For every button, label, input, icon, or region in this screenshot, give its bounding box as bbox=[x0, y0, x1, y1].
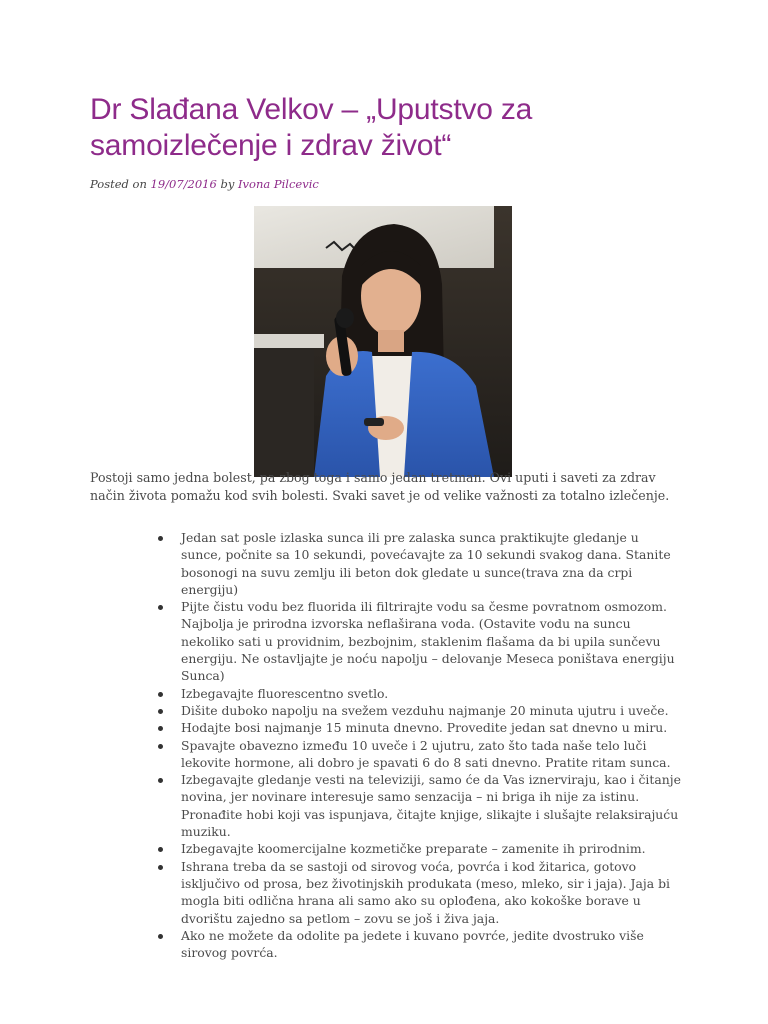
bullet-icon bbox=[158, 865, 163, 870]
article-photo bbox=[254, 206, 512, 477]
list-item bbox=[181, 685, 681, 702]
advice-list bbox=[181, 529, 681, 961]
article bbox=[90, 92, 690, 961]
list-item-text: Jedan sat posle izlaska sunca ili pre zalaska sunca praktikujte gledanje u sunce, počnite sa 10 sekundi, povećavajte za 10 sekundi svakog dana. Stanite bosonogi na suvu zemlju ili beton dok gledate u sunce(trava zna da crpi energiju) bbox=[181, 530, 671, 597]
bullet-icon bbox=[158, 692, 163, 697]
list-item bbox=[181, 840, 681, 857]
list-item-text: Dišite duboko napolju na svežem vezduhu najmanje 20 minuta ujutru i uveče. bbox=[181, 702, 669, 718]
bullet-icon bbox=[158, 744, 163, 749]
list-item-text: Spavajte obavezno između 10 uveče i 2 ujutru, zato što tada naše telo luči lekovite hormone, ali dobro je spavati 6 do 8 sati dnevno. Pratite ritam sunca. bbox=[181, 737, 671, 770]
bullet-icon bbox=[158, 934, 163, 939]
list-item bbox=[181, 927, 681, 962]
list-item bbox=[181, 529, 681, 598]
list-item-text: Pijte čistu vodu bez fluorida ili filtrirajte vodu sa česme povratnom osmozom. Najbolja je prirodna izvorska neflaširana voda. (Ostavite vodu na suncu nekoliko sati u providnim, bezbojnim, staklenim flašama da bi upila sunčevu energiju. Ne ostavljajte je noću napolju – delovanje Meseca poništava energiju Sunca) bbox=[181, 599, 675, 684]
posted-on-label: Posted on bbox=[90, 177, 147, 191]
page-title: Dr Slađana Velkov – „Uputstvo za samoizlečenje i zdrav život“ bbox=[90, 93, 533, 162]
list-item-text: Hodajte bosi najmanje 15 minuta dnevno. Provedite jedan sat dnevno u miru. bbox=[181, 720, 668, 736]
list-item bbox=[181, 737, 681, 772]
list-item bbox=[181, 598, 681, 684]
bullet-icon bbox=[158, 605, 163, 610]
list-item bbox=[181, 702, 681, 719]
list-item bbox=[181, 719, 681, 736]
bullet-icon bbox=[158, 847, 163, 852]
list-item-text: Izbegavajte fluorescentno svetlo. bbox=[181, 685, 389, 701]
bullet-icon bbox=[158, 536, 163, 541]
list-item bbox=[181, 858, 681, 927]
list-item-text: Izbegavajte gledanje vesti na televiziji, samo će da Vas iznervirаju, kao i čitanje novina, jer novinare interesuje samo senzacija – ni briga ih nije za istinu. Pronađite hobi koji vas ispunjava, čitajte knjige, slikajte i slušajte relaksirajuću muziku. bbox=[181, 772, 681, 840]
bullet-icon bbox=[158, 778, 163, 783]
post-date-link[interactable]: 19/07/2016 bbox=[150, 177, 217, 191]
list-item-text: Ako ne možete da odolite pa jedete i kuvano povrće, jedite dvostruko više sirovog povrća. bbox=[181, 927, 644, 961]
post-meta bbox=[90, 176, 690, 192]
bullet-icon bbox=[158, 709, 163, 714]
portrait-photo-icon bbox=[254, 206, 512, 477]
by-label: by bbox=[220, 177, 235, 191]
list-item-text: Izbegavajte koomercijalne kozmetičke preparate – zamenite ih prirodnim. bbox=[181, 841, 646, 857]
author-link[interactable]: Ivona Pilcevic bbox=[238, 177, 319, 191]
list-item-text: Ishrana treba da se sastoji od sirovog voća, povrća i kod žitarica, gotovo isključivo od prosa, bez životinjskih produkata (meso, mleko, sir i jaja). Jaja bi mogla biti odlična hrana ali samo ako su oplođena, ako kokoške borave u dvorištu zajedno sa petlom – zovu se još i živa jaja. bbox=[181, 858, 670, 926]
bullet-icon bbox=[158, 726, 163, 731]
intro-paragraph: Postoji samo jedna bolest, pa zbog toga i samo jedan tretman. Ovi uputi i saveti za zdrav način života pomažu kod svih bolesti. Svaki savet je od velike važnosti za totalno izlečenje. bbox=[90, 470, 670, 503]
list-item bbox=[181, 771, 681, 840]
